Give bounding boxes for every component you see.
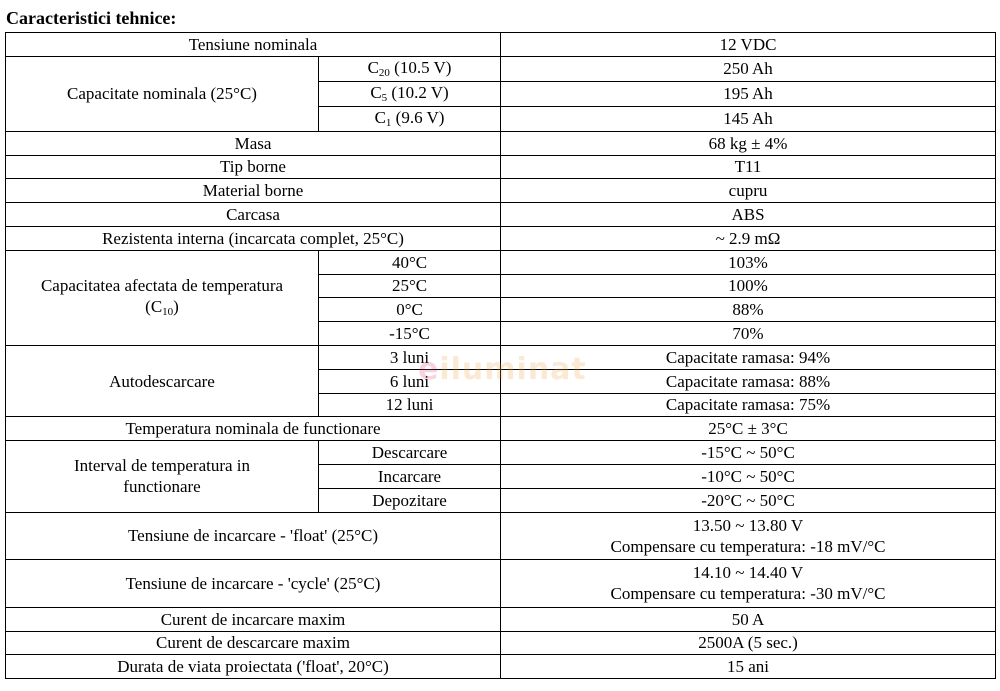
specifications-table xyxy=(5,32,996,679)
row-condition: $C_{20}$ (10.5 V) xyxy=(319,56,501,81)
table-row xyxy=(6,203,996,227)
row-value: 195 Ah xyxy=(501,81,996,106)
row-value: 250 Ah xyxy=(501,56,996,81)
row-value: ABS xyxy=(501,203,996,227)
row-condition: Incarcare xyxy=(319,464,501,488)
row-label: Capacitate nominala (25°C) xyxy=(6,56,319,131)
row-condition: 25°C xyxy=(319,274,501,298)
table-row xyxy=(6,131,996,155)
table-row xyxy=(6,607,996,631)
watermark-logo: eiluminat xyxy=(418,352,587,387)
row-label: Tensiune nominala xyxy=(6,33,501,57)
row-label: Autodescarcare xyxy=(6,345,319,416)
row-value: T11 xyxy=(501,155,996,179)
row-condition: 3 luni xyxy=(319,345,501,369)
table-row xyxy=(6,417,996,441)
row-value: -20°C ~ 50°C xyxy=(501,488,996,512)
row-label: Curent de incarcare maxim xyxy=(6,607,501,631)
row-value: 15 ani xyxy=(501,655,996,679)
row-value: 70% xyxy=(501,322,996,346)
row-condition: 6 luni xyxy=(319,369,501,393)
table-row xyxy=(6,179,996,203)
table-row xyxy=(6,655,996,679)
row-value: 13.50 ~ 13.80 V Compensare cu temperatura: -18 mV/°C xyxy=(501,512,996,560)
row-value: 100% xyxy=(501,274,996,298)
row-value: -10°C ~ 50°C xyxy=(501,464,996,488)
table-row xyxy=(6,250,996,274)
row-value: cupru xyxy=(501,179,996,203)
table-row xyxy=(6,345,996,369)
row-value: 25°C ± 3°C xyxy=(501,417,996,441)
row-value: 2500A (5 sec.) xyxy=(501,631,996,655)
row-label: Capacitatea afectata de temperatura $(C_{10})$ xyxy=(6,250,319,345)
row-condition: 40°C xyxy=(319,250,501,274)
row-value: 12 VDC xyxy=(501,33,996,57)
row-label: Tensiune de incarcare - 'float' (25°C) xyxy=(6,512,501,560)
row-value: -15°C ~ 50°C xyxy=(501,441,996,465)
row-value: 88% xyxy=(501,298,996,322)
page-title: Caracteristici tehnice: xyxy=(6,8,177,28)
table-row xyxy=(6,441,996,465)
row-condition: Depozitare xyxy=(319,488,501,512)
row-label: Material borne xyxy=(6,179,501,203)
row-value: Capacitate ramasa: 94% xyxy=(501,345,996,369)
row-label: Curent de descarcare maxim xyxy=(6,631,501,655)
table-row xyxy=(6,155,996,179)
row-label: Rezistenta interna (incarcata complet, 25°C) xyxy=(6,226,501,250)
table-row xyxy=(6,33,996,57)
row-condition: -15°C xyxy=(319,322,501,346)
row-condition: $C_1$ (9.6 V) xyxy=(319,106,501,131)
row-value: ~ 2.9 mΩ xyxy=(501,226,996,250)
row-value: 103% xyxy=(501,250,996,274)
table-row xyxy=(6,56,996,81)
row-value: Capacitate ramasa: 88% xyxy=(501,369,996,393)
table-row xyxy=(6,226,996,250)
row-value: Capacitate ramasa: 75% xyxy=(501,393,996,417)
row-label: Temperatura nominala de functionare xyxy=(6,417,501,441)
table-row xyxy=(6,631,996,655)
row-condition: 12 luni xyxy=(319,393,501,417)
row-label: Tensiune de incarcare - 'cycle' (25°C) xyxy=(6,560,501,608)
row-label: Masa xyxy=(6,131,501,155)
row-label: Carcasa xyxy=(6,203,501,227)
table-row xyxy=(6,512,996,560)
row-label: Durata de viata proiectata ('float', 20°C) xyxy=(6,655,501,679)
row-label: Interval de temperatura in functionare xyxy=(6,441,319,512)
row-value: 50 A xyxy=(501,607,996,631)
row-condition: Descarcare xyxy=(319,441,501,465)
table-row xyxy=(6,560,996,608)
row-value: 14.10 ~ 14.40 V Compensare cu temperatura: -30 mV/°C xyxy=(501,560,996,608)
row-value: 68 kg ± 4% xyxy=(501,131,996,155)
row-label: Tip borne xyxy=(6,155,501,179)
row-condition: 0°C xyxy=(319,298,501,322)
row-condition: $C_5$ (10.2 V) xyxy=(319,81,501,106)
row-value: 145 Ah xyxy=(501,106,996,131)
